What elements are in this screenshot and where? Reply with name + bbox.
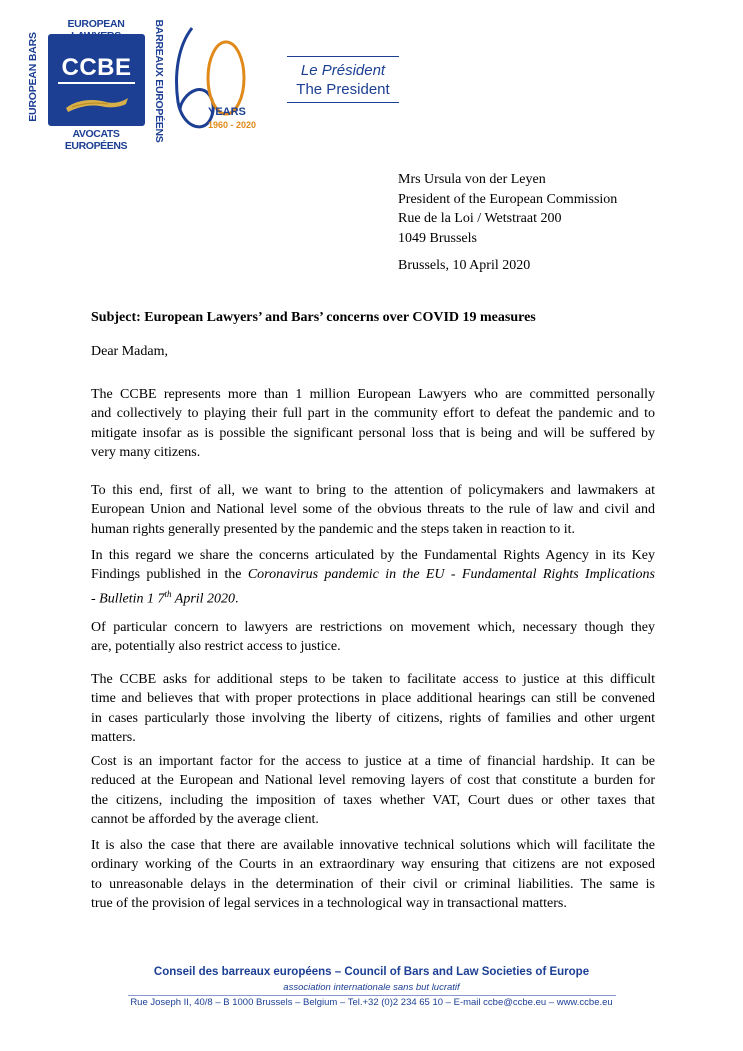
paragraph-line: and collectively to playing their full part in the community effort to defeat the pandemic and to [91,406,655,422]
paragraph-1 [91,385,655,463]
paragraph-6 [91,752,655,830]
letter-date: Brussels, 10 April 2020 [398,258,531,273]
paragraph-line [91,585,655,609]
logo-divider [58,82,135,84]
recipient-address [398,170,617,248]
address-line: President of the European Commission [398,191,618,207]
logo-years-label: YEARS [208,106,246,118]
paragraph-3 [91,546,655,609]
paragraph-line [91,565,655,584]
paragraph-line: European Union and National level some of the obvious threats to the rule of law and civil and [91,502,655,518]
footer-subtitle: association internationale sans but lucratif [283,982,460,993]
paragraph-line: In this regard we share the concerns articulated by the Fundamental Rights Agency in its Key [91,548,655,563]
ccbe-logo [22,18,272,152]
paragraph-line: the citizens, including the imposition of taxes whether VAT, Court dues or other taxes that [91,792,655,808]
address-line: 1049 Brussels [398,230,477,246]
footer-divider [128,995,616,996]
paragraph-5 [91,670,655,748]
paragraph-4 [91,618,655,657]
paragraph-line: true of the provision of legal services in a technological way in transactional matters. [91,896,567,912]
logo-years-range: 1960 - 2020 [208,120,257,130]
title-rule-bottom [287,102,399,103]
address-line: Rue de la Loi / Wetstraat 200 [398,211,562,226]
president-title-fr: Le Président [300,62,386,79]
logo-right-text: BARREAUX EUROPÉENS [153,19,165,142]
paragraph-line: Of particular concern to lawyers are restrictions on movement which, necessary though they [91,620,655,635]
logo-left-text: EUROPEAN BARS [27,32,39,122]
logo-left-label [22,18,44,136]
paragraph-line: very many citizens. [91,445,201,461]
text-run: . [235,591,239,607]
paragraph-line: To this end, first of all, we want to bring to the attention of policymakers and lawmakers at [91,483,655,498]
paragraph-line: matters. [91,730,136,746]
paragraph-line: cannot be afforded by the average client. [91,812,319,828]
publication-title: Coronavirus pandemic in the EU - Fundamental Rights Implications [247,567,655,583]
paragraph-line: to unreasonable delays in the determination of their civil or criminal liabilities. The same is [91,876,655,892]
logo-right-label [148,18,170,143]
text-run: Findings published in the [91,567,248,583]
paragraph-line: ordinary working of the Courts in an extraordinary way ensuring that citizens are not exposed [91,857,655,873]
paragraph-7 [91,836,655,914]
logo-bottom-label: AVOCATS EUROPÉENS [64,128,128,152]
president-title-en: The President [296,81,390,98]
paragraph-line: The CCBE asks for additional steps to be taken to facilitate access to justice at this difficult [91,672,655,687]
footer-organization: Conseil des barreaux européens – Council of Bars and Law Societies of Europe [153,966,590,978]
letter-subject: Subject: European Lawyers’ and Bars’ concerns over COVID 19 measures [91,310,536,325]
paragraph-line: are, potentially also restrict access to justice. [91,639,341,655]
title-rule-top [287,56,399,57]
gold-emblem-icon [62,92,132,116]
logo-name: CCBE [61,54,132,81]
paragraph-line: in cases particularly those involving the liberty of citizens, rights of families and other urgent [91,710,655,726]
paragraph-line: It is also the case that there are available innovative technical solutions which will facilitate the [91,838,655,853]
footer-address: Rue Joseph II, 40/8 – B 1000 Brussels – Belgium – Tel.+32 (0)2 234 65 10 – E-mail ccbe@ccbe.eu – www.ccbe.eu [130,997,613,1008]
salutation: Dear Madam, [91,344,168,359]
paragraph-line: human rights generally presented by the pandemic and the steps taken in reaction to it. [91,521,576,537]
publication-date: April 2020 [171,591,236,607]
paragraph-2 [91,481,655,539]
paragraph-line: time and believes that with proper protections in place additional hearings can still be convened [91,691,655,707]
paragraph-line: Cost is an important factor for the access to justice at a time of financial hardship. It can be [91,754,655,769]
ordinal-suffix: th [164,588,172,599]
paragraph-line: mitigate insofar as is possible the significant personal loss that is being and will be suffered by [91,425,655,441]
address-line: Mrs Ursula von der Leyen [398,172,546,187]
publication-title-cont: - Bulletin 1 7 [91,591,165,607]
paragraph-line: The CCBE represents more than 1 million European Lawyers who are committed personally [91,387,655,402]
paragraph-line: reduced at the European and National level removing layers of cost that constitute a burden for [91,773,655,789]
logo-top-label: EUROPEAN [67,18,125,30]
